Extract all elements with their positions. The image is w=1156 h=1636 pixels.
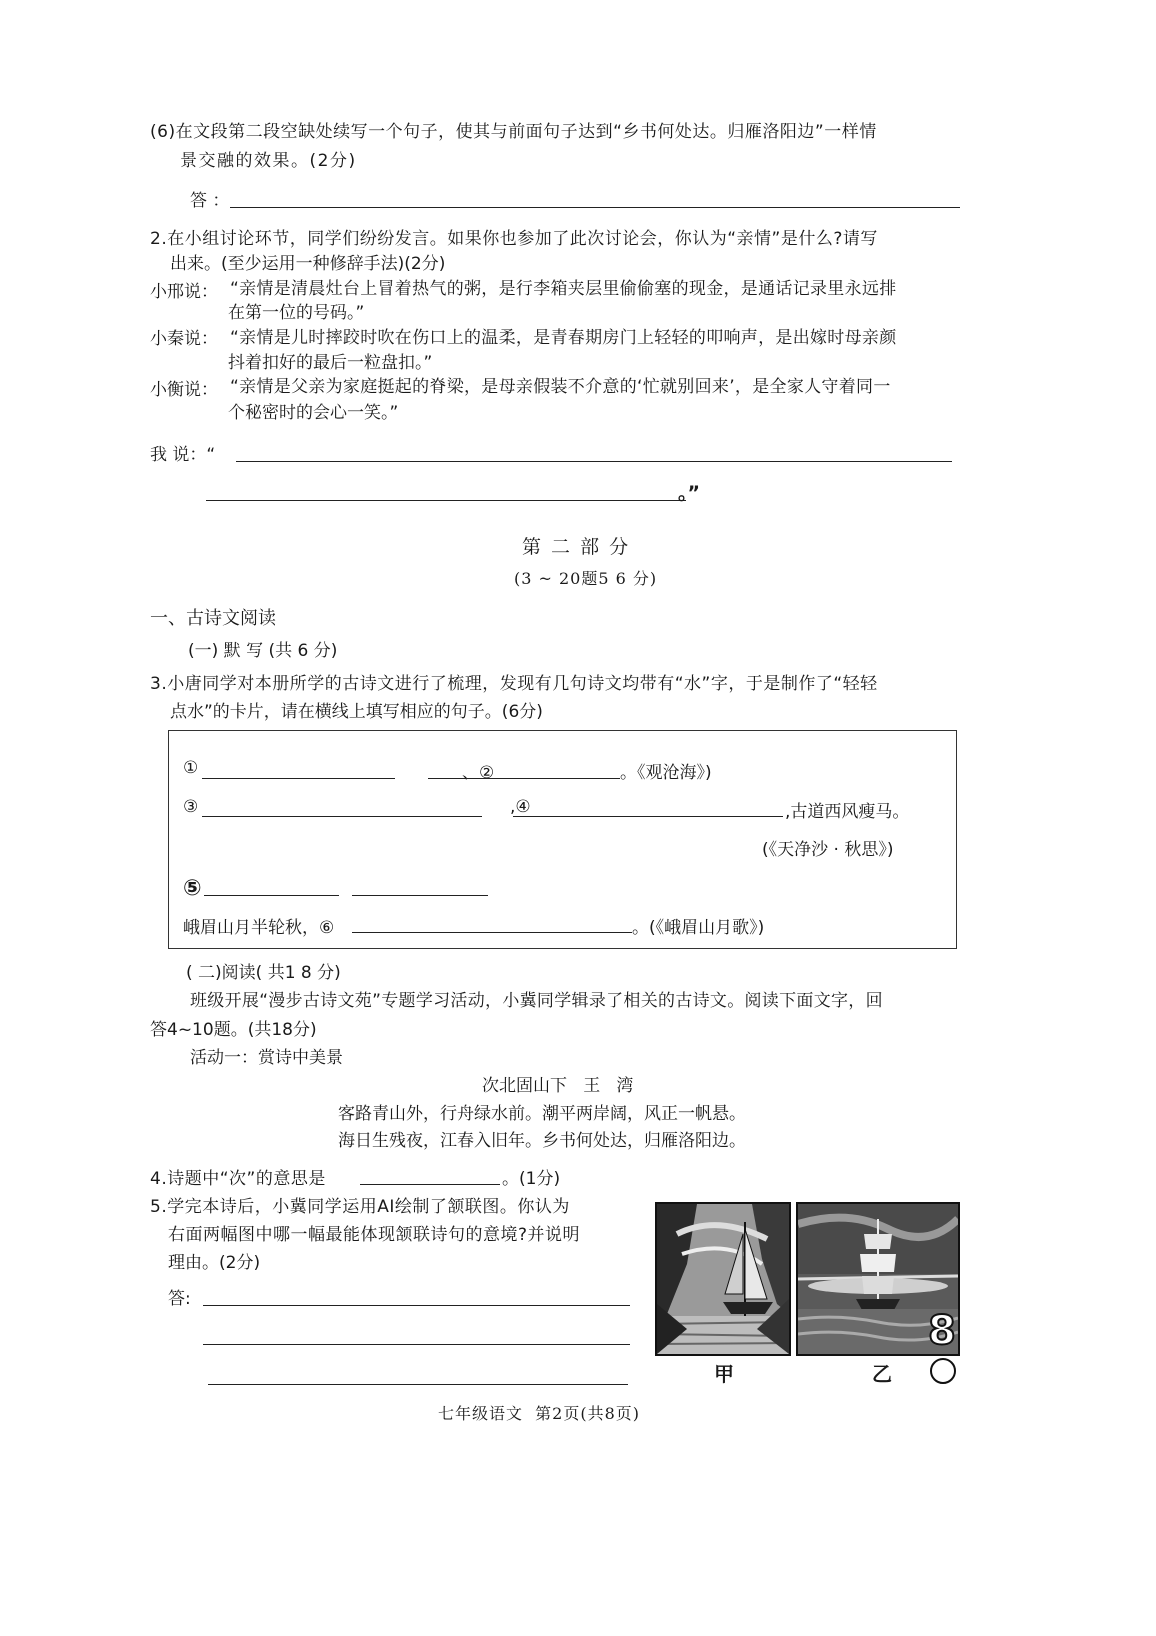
blank-2[interactable] xyxy=(428,778,620,779)
small-circle-mark xyxy=(930,1358,956,1384)
answer-line-q1-6[interactable] xyxy=(230,207,960,208)
blank-5a[interactable] xyxy=(204,895,339,896)
blank-1[interactable] xyxy=(202,778,395,779)
question-2-line1: 2.在小组讨论环节，同学们纷纷发言。如果你也参加了此次讨论会，你认为“亲情”是什么?请写 xyxy=(150,229,878,249)
marker-3: ③ xyxy=(183,797,199,817)
poem-line1: 客路青山外，行舟绿水前。潮平两岸阔，风正一帆悬。 xyxy=(338,1104,746,1124)
speaker-xiaoxing: 小邢说： xyxy=(150,282,218,302)
blank-4[interactable] xyxy=(513,816,783,817)
end-quote: 。” xyxy=(678,482,700,504)
xiaoxing-text-1: “亲情是清晨灶台上冒着热气的粥，是行李箱夹层里偷偷塞的现金，是通话记录里永远排 xyxy=(230,279,897,299)
question-1-6-line1: (6)在文段第二段空缺处续写一个句子，使其与前面句子达到“乡书何处达。归雁洛阳边”一样情 xyxy=(150,122,877,142)
question-3-line2: 点水”的卡片，请在横线上填写相应的句子。(6分) xyxy=(170,702,543,722)
section1-heading: 一、古诗文阅读 xyxy=(150,608,276,629)
tianjingsha-tail: ,古道西风瘦马。 xyxy=(785,802,910,822)
answer-label: 答 ： xyxy=(190,191,230,211)
answer-label-q5: 答: xyxy=(168,1289,191,1309)
question-3-line1: 3.小唐同学对本册所学的古诗文进行了梳理，发现有几句诗文均带有“水”字，于是制作了“轻轻 xyxy=(150,674,878,694)
section2-intro2: 答4~10题。(共18分) xyxy=(150,1020,317,1040)
wo-shuo-label: 我 说：“ xyxy=(150,445,216,465)
picture-jia-label: 甲 xyxy=(714,1362,734,1386)
speaker-xiaoqin: 小秦说： xyxy=(150,329,218,349)
speaker-xiaoheng: 小衡说： xyxy=(150,380,218,400)
blank-q4[interactable] xyxy=(360,1184,500,1185)
question-5-line3: 理由。(2分) xyxy=(168,1253,261,1273)
part2-title: 第 二 部 分 xyxy=(522,536,631,558)
section1-sub: (一) 默 写 (共 6 分) xyxy=(188,641,338,661)
picture-jia xyxy=(655,1202,791,1356)
question-5-line1: 5.学完本诗后，小冀同学运用AI绘制了颔联图。你认为 xyxy=(150,1197,570,1217)
question-5-line2: 右面两幅图中哪一幅最能体现颔联诗句的意境?并说明 xyxy=(168,1225,581,1245)
section2-sub: ( 二)阅读( 共1 8 分) xyxy=(186,963,341,983)
page-footer: 七年级语文 第2页(共8页) xyxy=(438,1404,641,1423)
xiaoheng-text-2: 个秘密时的会心一笑。” xyxy=(228,403,399,423)
question-2-line2: 出来。(至少运用一种修辞手法)(2分) xyxy=(170,254,446,274)
blank-5b[interactable] xyxy=(352,895,488,896)
answer-line-q5-3[interactable] xyxy=(208,1384,628,1385)
marker-1: ① xyxy=(183,758,199,778)
activity-1: 活动一：赏诗中美景 xyxy=(190,1048,343,1068)
part2-subtitle: (3 ~ 20题5 6 分) xyxy=(514,569,658,588)
answer-line-q2-2[interactable] xyxy=(206,500,686,501)
poem-title: 次北固山下 王 湾 xyxy=(482,1076,634,1096)
poem-line2: 海日生残夜，江春入旧年。乡书何处达，归雁洛阳边。 xyxy=(338,1131,746,1151)
tall-ship-illustration-icon xyxy=(798,1204,958,1354)
xiaoheng-text-1: “亲情是父亲为家庭挺起的脊梁，是母亲假装不介意的‘忙就别回来’，是全家人守着同一 xyxy=(230,377,891,397)
blank-3[interactable] xyxy=(202,816,482,817)
source-guancanghai: 。《观沧海》) xyxy=(620,763,712,783)
question-4-points: 。(1分) xyxy=(502,1169,561,1189)
sailboat-illustration-icon xyxy=(657,1204,789,1354)
marker-4: ,④ xyxy=(510,797,531,817)
marker-2: 、② xyxy=(462,763,495,783)
answer-line-q5-2[interactable] xyxy=(203,1344,630,1345)
xiaoxing-text-2: 在第一位的号码。” xyxy=(228,303,365,323)
svg-text:8: 8 xyxy=(928,1308,956,1354)
answer-line-q2-1[interactable] xyxy=(236,461,952,462)
marker-5: ⑤ xyxy=(183,876,202,901)
source-tianjingsha: (《天净沙 · 秋思》) xyxy=(762,840,894,860)
answer-line-q5-1[interactable] xyxy=(203,1305,630,1306)
question-1-6-line2: 景交融的效果。(2分) xyxy=(180,151,357,171)
blank-6[interactable] xyxy=(352,932,632,933)
xiaoqin-text-1: “亲情是儿时摔跤时吹在伤口上的温柔，是青春期房门上轻轻的叩响声，是出嫁时母亲颜 xyxy=(230,328,897,348)
picture-yi xyxy=(796,1202,960,1356)
question-4: 4.诗题中“次”的意思是 xyxy=(150,1169,326,1189)
xiaoqin-text-2: 抖着扣好的最后一粒盘扣。” xyxy=(228,353,433,373)
picture-yi-label: 乙 xyxy=(872,1362,892,1386)
emei-line: 峨眉山月半轮秋，⑥ xyxy=(183,918,335,938)
section2-intro1: 班级开展“漫步古诗文苑”专题学习活动，小冀同学辑录了相关的古诗文。阅读下面文字，回 xyxy=(190,991,883,1011)
source-emei: 。(《峨眉山月歌》) xyxy=(632,918,765,938)
